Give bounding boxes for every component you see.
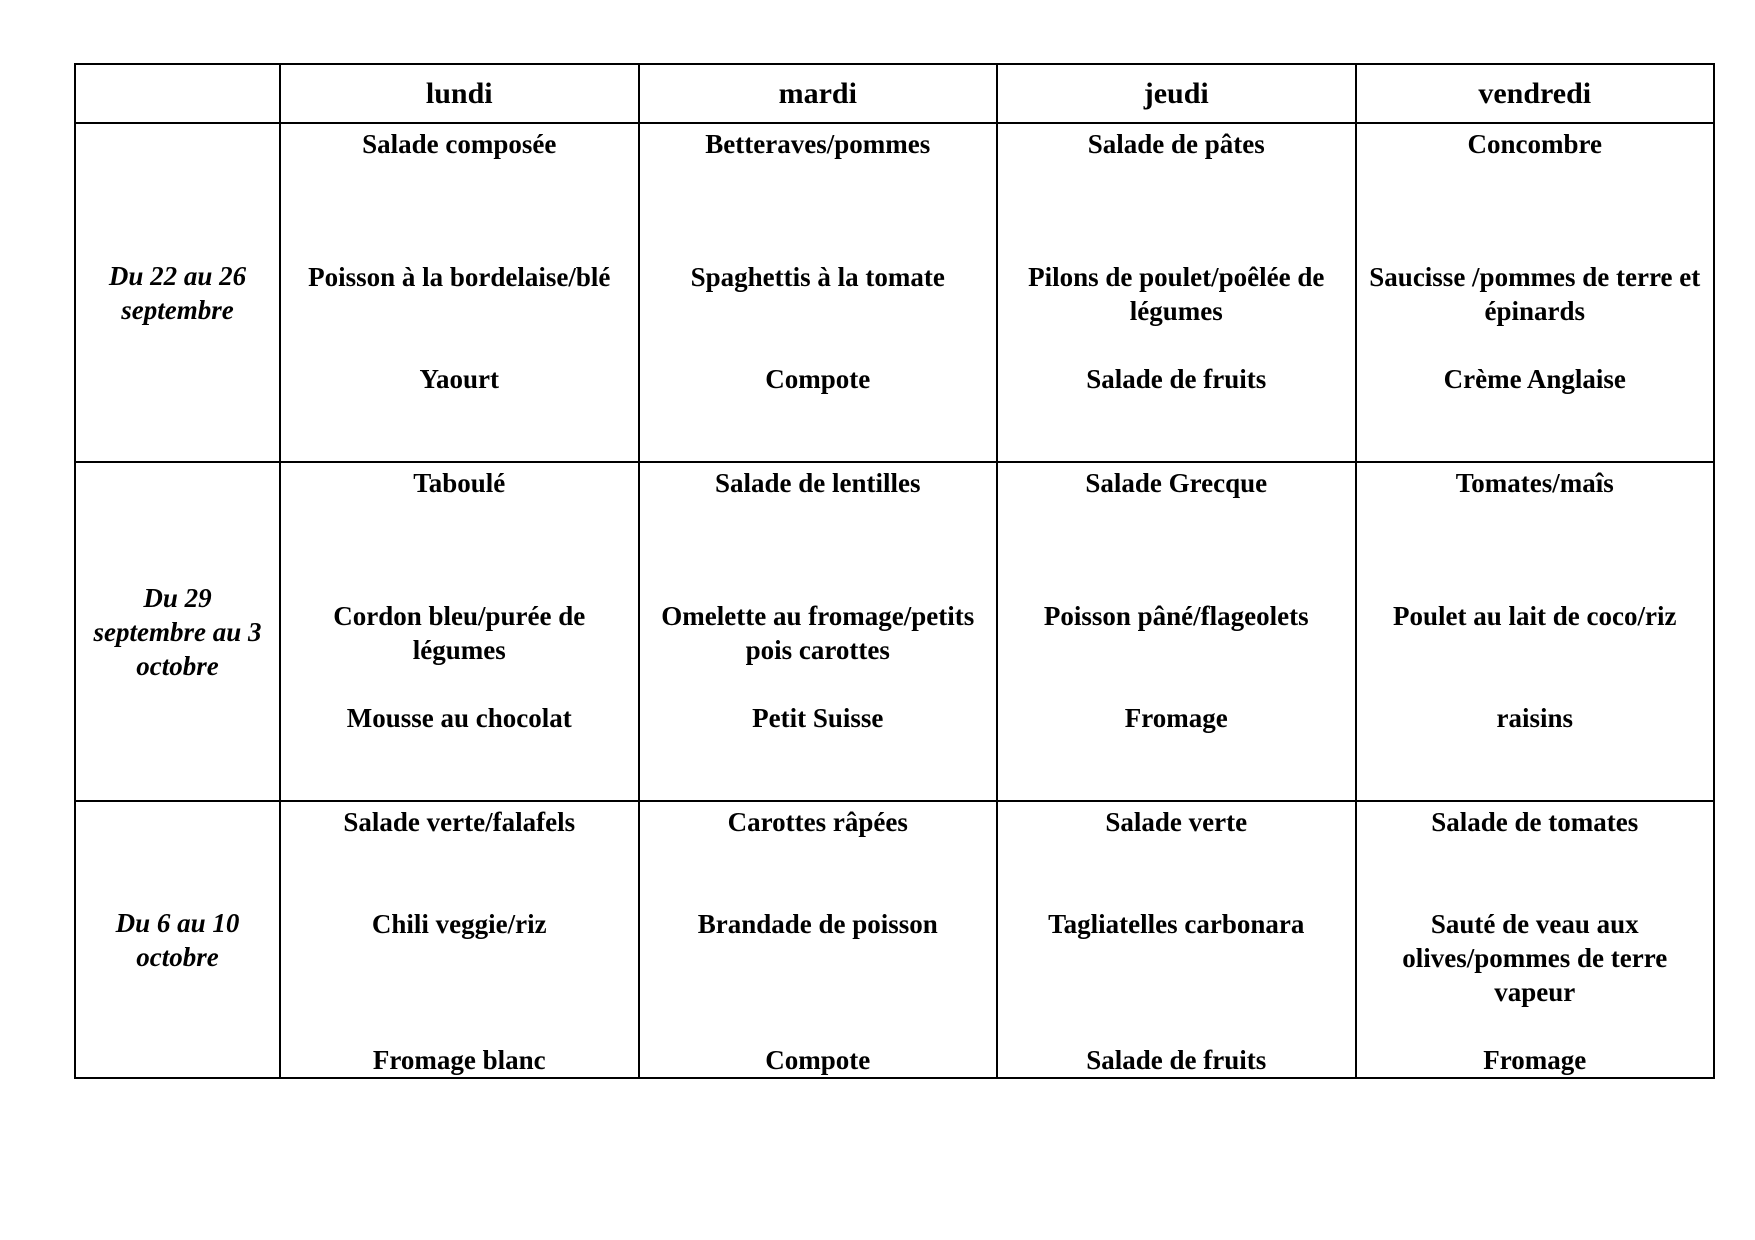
- dessert: Salade de fruits: [1086, 1045, 1267, 1075]
- starter: Salade verte: [1105, 807, 1248, 837]
- starter: Taboulé: [413, 468, 506, 498]
- day-header: lundi: [280, 64, 639, 123]
- starter: Tomates/maîs: [1455, 468, 1614, 498]
- meal-cell: [997, 123, 1356, 462]
- main-course: Cordon bleu/purée de légumes: [333, 601, 586, 665]
- meal-cell: [639, 801, 998, 1078]
- meal-cell: [1356, 462, 1715, 801]
- week-row: [75, 462, 1714, 801]
- starter: Salade verte/falafels: [343, 807, 576, 837]
- starter: Salade de tomates: [1431, 807, 1639, 837]
- dessert: Mousse au chocolat: [346, 703, 572, 733]
- meal-cell: [280, 462, 639, 801]
- dessert: Fromage: [1124, 703, 1228, 733]
- dessert: Salade de fruits: [1086, 364, 1267, 394]
- main-course: Sauté de veau aux olives/pommes de terre vapeur: [1402, 909, 1668, 1007]
- main-course: Spaghettis à la tomate: [690, 262, 945, 292]
- dessert: Fromage blanc: [372, 1045, 546, 1075]
- main-course: Poulet au lait de coco/riz: [1393, 601, 1677, 631]
- starter: Betteraves/pommes: [705, 129, 931, 159]
- main-course: Brandade de poisson: [697, 909, 938, 939]
- day-header: mardi: [639, 64, 998, 123]
- corner-cell: [75, 64, 280, 123]
- starter: Carottes râpées: [727, 807, 908, 837]
- meal-cell: [639, 462, 998, 801]
- starter: Concombre: [1467, 129, 1602, 159]
- week-label: Du 6 au 10 octobre: [75, 801, 280, 1078]
- main-course: Omelette au fromage/petits pois carottes: [661, 601, 975, 665]
- dessert: Compote: [765, 1045, 871, 1075]
- dessert: Yaourt: [419, 364, 499, 394]
- meal-cell: [280, 801, 639, 1078]
- meal-cell: [997, 801, 1356, 1078]
- week-label: Du 29 septembre au 3 octobre: [75, 462, 280, 801]
- header-row: [75, 64, 1714, 123]
- dessert: raisins: [1496, 703, 1574, 733]
- starter: Salade composée: [362, 129, 557, 159]
- meal-cell: [280, 123, 639, 462]
- week-row: [75, 123, 1714, 462]
- main-course: Poisson à la bordelaise/blé: [308, 262, 611, 292]
- meal-cell: [1356, 801, 1715, 1078]
- starter: Salade de pâtes: [1087, 129, 1265, 159]
- week-label: Du 22 au 26 septembre: [75, 123, 280, 462]
- dessert: Compote: [765, 364, 871, 394]
- starter: Salade de lentilles: [714, 468, 921, 498]
- dessert: Fromage: [1483, 1045, 1587, 1075]
- meal-cell: [997, 462, 1356, 801]
- week-row: [75, 801, 1714, 1078]
- main-course: Tagliatelles carbonara: [1048, 909, 1305, 939]
- main-course: Chili veggie/riz: [371, 909, 547, 939]
- menu-table: [74, 63, 1715, 1079]
- main-course: Poisson pâné/flageolets: [1043, 601, 1309, 631]
- day-header: vendredi: [1356, 64, 1715, 123]
- day-header: jeudi: [997, 64, 1356, 123]
- starter: Salade Grecque: [1085, 468, 1268, 498]
- dessert: Petit Suisse: [752, 703, 884, 733]
- main-course: Saucisse /pommes de terre et épinards: [1369, 262, 1701, 326]
- dessert: Crème Anglaise: [1443, 364, 1626, 394]
- meal-cell: [639, 123, 998, 462]
- meal-cell: [1356, 123, 1715, 462]
- main-course: Pilons de poulet/poêlée de légumes: [1028, 262, 1325, 326]
